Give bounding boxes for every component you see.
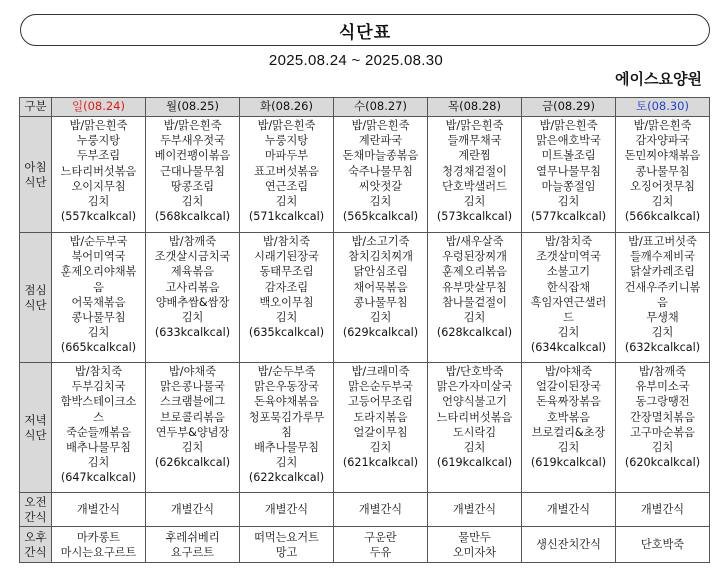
menu-item: 김치 bbox=[369, 441, 392, 455]
row-breakfast bbox=[20, 117, 710, 233]
menu-item: 밥/소고기죽 bbox=[351, 235, 410, 248]
page-title: 식단표 bbox=[338, 22, 392, 43]
menu-item: 마시는요구르트 bbox=[60, 546, 137, 559]
menu-item: 밥/참깨죽 bbox=[639, 365, 686, 378]
menu-item: 무생채 bbox=[646, 311, 679, 325]
row-label-dinner bbox=[20, 363, 52, 493]
menu-item: 밥/표고버섯죽 bbox=[628, 235, 697, 248]
menu-item: 표고버섯볶음 bbox=[254, 164, 319, 178]
menu-item: 김치 bbox=[87, 456, 110, 470]
menu-item: 시래기된장국 bbox=[254, 250, 319, 264]
menu-item: 돈민찌야채볶음 bbox=[624, 149, 701, 163]
menu-item: 김치 bbox=[463, 195, 486, 209]
menu-item: 죽순들깨볶음 bbox=[66, 425, 131, 439]
menu-item: 개별간식 bbox=[264, 503, 309, 517]
menu-item: (571kcalkcal) bbox=[248, 210, 325, 224]
organization-name: 에이스요양원 bbox=[615, 70, 702, 88]
menu-cell-morning-snack-sunday bbox=[52, 493, 146, 527]
menu-cell-lunch-tuesday bbox=[240, 233, 334, 363]
menu-item: 호박볶음 bbox=[546, 410, 591, 424]
header-day-thursday: 목(08.28) bbox=[428, 98, 522, 117]
menu-item: (628kcalkcal) bbox=[436, 326, 513, 340]
menu-item: 개별간식 bbox=[452, 503, 497, 517]
menu-cell-afternoon-snack-thursday bbox=[428, 527, 522, 563]
menu-cell-dinner-wednesday bbox=[334, 363, 428, 493]
menu-cell-dinner-sunday bbox=[52, 363, 146, 493]
meal-table-body bbox=[20, 117, 710, 563]
menu-item: 미트볼조림 bbox=[541, 149, 596, 163]
menu-cell-lunch-saturday bbox=[616, 233, 710, 363]
menu-item: 씨앗젓갈 bbox=[358, 179, 403, 193]
row-label-text: 저녁 bbox=[24, 413, 47, 427]
menu-cell-breakfast-wednesday bbox=[334, 117, 428, 233]
menu-item: 드 bbox=[563, 311, 574, 325]
menu-item: 얼갈이무침 bbox=[353, 425, 408, 439]
menu-item: 밥/참치죽 bbox=[263, 235, 310, 248]
row-label-text: 오전 bbox=[24, 495, 47, 509]
menu-item: 밥/맑은흰죽 bbox=[351, 119, 410, 132]
menu-item: (619kcalkcal) bbox=[436, 456, 513, 470]
menu-item: 닭살카레조림 bbox=[630, 265, 695, 279]
menu-item: 단호박죽 bbox=[640, 538, 685, 552]
menu-item: 돈육야채볶음 bbox=[254, 395, 319, 409]
menu-item: 청경채겉절이 bbox=[442, 164, 507, 178]
menu-item: 감자양파국 bbox=[635, 134, 690, 148]
header-day-monday: 월(08.25) bbox=[146, 98, 240, 117]
menu-item: 동태무조림 bbox=[259, 265, 314, 279]
menu-item: 한식잡채 bbox=[546, 280, 591, 294]
menu-cell-afternoon-snack-saturday bbox=[616, 527, 710, 563]
menu-item: 건새우주키니볶 bbox=[624, 280, 701, 294]
menu-item: 콩나물무침 bbox=[353, 295, 408, 309]
menu-item: 연두부&양념장 bbox=[155, 425, 230, 439]
menu-item: 망고 bbox=[275, 546, 298, 559]
header-day-tuesday: 화(08.26) bbox=[240, 98, 334, 117]
menu-item: (557kcalkcal) bbox=[60, 210, 137, 224]
menu-item: 개별간식 bbox=[640, 503, 685, 517]
menu-item: 단호박샐러드 bbox=[442, 179, 507, 193]
menu-cell-lunch-wednesday bbox=[334, 233, 428, 363]
menu-item: 밥/맑은흰죽 bbox=[539, 119, 598, 132]
row-morning-snack bbox=[20, 493, 710, 527]
menu-item: 요구르트 bbox=[170, 546, 215, 559]
row-label-text: 오후 bbox=[24, 530, 47, 544]
menu-item: 김치 bbox=[87, 195, 110, 209]
menu-item: 우렁된장찌개 bbox=[442, 250, 507, 264]
menu-item: (629kcalkcal) bbox=[342, 326, 419, 340]
menu-item: 훈제오리볶음 bbox=[442, 265, 507, 279]
menu-item: 물만두 bbox=[458, 530, 491, 544]
menu-item: (665kcalkcal) bbox=[60, 341, 137, 355]
menu-item: 김치 bbox=[369, 311, 392, 325]
menu-cell-afternoon-snack-sunday bbox=[52, 527, 146, 563]
menu-item: 음 bbox=[93, 280, 104, 294]
menu-item: 두부새우젓국 bbox=[160, 134, 225, 148]
header-day-saturday: 토(08.30) bbox=[616, 98, 710, 117]
menu-item: 돈육짜장볶음 bbox=[536, 395, 601, 409]
menu-item: 밥/맑은흰죽 bbox=[163, 119, 222, 132]
row-label-text: 간식 bbox=[24, 545, 47, 559]
menu-item: 김치 bbox=[275, 456, 298, 470]
meal-table bbox=[19, 97, 710, 563]
menu-item: 개별간식 bbox=[546, 503, 591, 517]
menu-item: 김치 bbox=[651, 195, 674, 209]
menu-item: 오미자차 bbox=[452, 546, 497, 559]
menu-item: 후레쉬베리 bbox=[165, 530, 220, 544]
menu-item: (568kcalkcal) bbox=[154, 210, 231, 224]
row-label-text: 식단 bbox=[24, 298, 47, 312]
menu-item: (634kcalkcal) bbox=[530, 341, 607, 355]
menu-cell-breakfast-monday bbox=[146, 117, 240, 233]
row-lunch bbox=[20, 233, 710, 363]
menu-item: 배추나물무침 bbox=[66, 441, 131, 455]
menu-item: 고등어무조림 bbox=[348, 395, 413, 409]
menu-item: 도시락김 bbox=[452, 425, 497, 439]
menu-cell-morning-snack-friday bbox=[522, 493, 616, 527]
row-afternoon-snack bbox=[20, 527, 710, 563]
menu-item: 누룽지탕 bbox=[264, 134, 309, 148]
menu-item: 간장멸치볶음 bbox=[630, 410, 695, 424]
menu-cell-morning-snack-wednesday bbox=[334, 493, 428, 527]
menu-item: (620kcalkcal) bbox=[624, 456, 701, 470]
menu-item: 함박스테이크소 bbox=[60, 395, 137, 409]
menu-item: 참나물겉절이 bbox=[442, 295, 507, 309]
menu-item: 도라지볶음 bbox=[353, 410, 408, 424]
menu-item: 콩나물무침 bbox=[635, 164, 690, 178]
menu-item: 백오이무침 bbox=[259, 295, 314, 309]
menu-item: (619kcalkcal) bbox=[530, 456, 607, 470]
menu-item: 땅콩조림 bbox=[170, 179, 215, 193]
menu-item: 김치 bbox=[369, 195, 392, 209]
menu-cell-breakfast-thursday bbox=[428, 117, 522, 233]
menu-item: 스 bbox=[93, 410, 104, 424]
menu-cell-breakfast-friday bbox=[522, 117, 616, 233]
title-box bbox=[20, 14, 710, 46]
row-label-morning-snack bbox=[20, 493, 52, 527]
menu-item: 북어미역국 bbox=[71, 250, 126, 264]
row-label-text: 아침 bbox=[24, 160, 47, 174]
menu-item: 김치 bbox=[275, 311, 298, 325]
menu-item: 밥/순두부죽 bbox=[257, 365, 316, 378]
menu-item: 브로콜리볶음 bbox=[160, 410, 225, 424]
menu-item: 마카롱트 bbox=[76, 530, 121, 544]
menu-item: 밥/새우살죽 bbox=[445, 235, 504, 248]
menu-cell-lunch-monday bbox=[146, 233, 240, 363]
menu-item: 두부조림 bbox=[76, 149, 121, 163]
header-category: 구분 bbox=[20, 98, 52, 117]
menu-item: 오이지무침 bbox=[71, 179, 126, 193]
menu-item: (632kcalkcal) bbox=[624, 341, 701, 355]
menu-item: 오징어젓무침 bbox=[630, 179, 695, 193]
menu-item: (633kcalkcal) bbox=[154, 326, 231, 340]
menu-item: (626kcalkcal) bbox=[154, 456, 231, 470]
menu-cell-morning-snack-tuesday bbox=[240, 493, 334, 527]
menu-cell-afternoon-snack-wednesday bbox=[334, 527, 428, 563]
menu-item: 밥/순두부국 bbox=[69, 235, 128, 248]
menu-item: 개별간식 bbox=[170, 503, 215, 517]
menu-item: 열무나물무침 bbox=[536, 164, 601, 178]
row-dinner bbox=[20, 363, 710, 493]
menu-item: 밥/맑은흰죽 bbox=[69, 119, 128, 132]
menu-item: 김치 bbox=[463, 311, 486, 325]
header-day-friday: 금(08.29) bbox=[522, 98, 616, 117]
menu-item: 밥/맑은흰죽 bbox=[633, 119, 692, 132]
menu-item: 닭안심조림 bbox=[353, 265, 408, 279]
menu-item: 고구마순볶음 bbox=[630, 425, 695, 439]
menu-item: 김치 bbox=[87, 326, 110, 340]
menu-item: 밥/참깨죽 bbox=[169, 235, 216, 248]
menu-cell-morning-snack-monday bbox=[146, 493, 240, 527]
row-label-lunch bbox=[20, 233, 52, 363]
menu-item: 떠먹는요거트 bbox=[254, 530, 319, 544]
row-label-text: 식단 bbox=[24, 428, 47, 442]
menu-item: 두부김치국 bbox=[71, 380, 126, 394]
menu-item: 들깨무채국 bbox=[447, 134, 502, 148]
menu-item: 감자조림 bbox=[264, 280, 309, 294]
menu-item: 마늘쫑절임 bbox=[541, 179, 596, 193]
menu-item: 김치 bbox=[557, 326, 580, 340]
menu-item: (647kcalkcal) bbox=[60, 471, 137, 485]
menu-item: 구운란 bbox=[364, 530, 397, 544]
menu-item: (621kcalkcal) bbox=[342, 456, 419, 470]
menu-item: 맑은우동장국 bbox=[254, 380, 319, 394]
menu-item: 돈채마늘종볶음 bbox=[342, 149, 419, 163]
menu-item: 김치 bbox=[181, 195, 204, 209]
menu-item: 숙주나물무침 bbox=[348, 164, 413, 178]
row-label-breakfast bbox=[20, 117, 52, 233]
menu-item: (577kcalkcal) bbox=[530, 210, 607, 224]
menu-cell-morning-snack-thursday bbox=[428, 493, 522, 527]
menu-item: (573kcalkcal) bbox=[436, 210, 513, 224]
row-label-afternoon-snack bbox=[20, 527, 52, 563]
menu-cell-afternoon-snack-tuesday bbox=[240, 527, 334, 563]
menu-item: 근대나물무침 bbox=[160, 164, 225, 178]
menu-cell-afternoon-snack-friday bbox=[522, 527, 616, 563]
menu-item: (565kcalkcal) bbox=[342, 210, 419, 224]
menu-item: 계란파국 bbox=[358, 134, 403, 148]
menu-cell-lunch-friday bbox=[522, 233, 616, 363]
menu-item: 누룽지탕 bbox=[76, 134, 121, 148]
menu-item: 밥/크래미죽 bbox=[351, 365, 410, 378]
menu-cell-morning-snack-saturday bbox=[616, 493, 710, 527]
menu-cell-lunch-thursday bbox=[428, 233, 522, 363]
menu-item: 맑은애호박국 bbox=[536, 134, 601, 148]
menu-item: 청포묵김가루무 bbox=[248, 410, 325, 424]
menu-item: 소불고기 bbox=[546, 265, 591, 279]
menu-item: 밥/참치죽 bbox=[545, 235, 592, 248]
menu-item: 맑은가자미살국 bbox=[436, 380, 513, 394]
menu-item: (635kcalkcal) bbox=[248, 326, 325, 340]
date-range: 2025.08.24 ~ 2025.08.30 bbox=[268, 52, 444, 69]
menu-item: 참치김치찌개 bbox=[348, 250, 413, 264]
menu-cell-breakfast-sunday bbox=[52, 117, 146, 233]
menu-item: 조갯살미역국 bbox=[536, 250, 601, 264]
menu-item: 밥/맑은흰죽 bbox=[445, 119, 504, 132]
menu-item: 맑은콩나물국 bbox=[160, 380, 225, 394]
menu-item: 훈제오리야채볶 bbox=[60, 265, 137, 279]
menu-item: 개별간식 bbox=[76, 503, 121, 517]
menu-item: 베이컨팽이볶음 bbox=[154, 149, 231, 163]
menu-item: 김치 bbox=[651, 441, 674, 455]
menu-item: 밥/참치죽 bbox=[75, 365, 122, 378]
row-label-text: 식단 bbox=[24, 175, 47, 189]
menu-item: 밥/야채죽 bbox=[545, 365, 592, 378]
menu-item: 얼갈이된장국 bbox=[536, 380, 601, 394]
menu-item: 배추나물무침 bbox=[254, 441, 319, 455]
menu-item: 고사리볶음 bbox=[165, 280, 220, 294]
menu-item: 유부맛살무침 bbox=[442, 280, 507, 294]
row-label-text: 점심 bbox=[24, 283, 47, 297]
menu-item: 침 bbox=[281, 425, 292, 439]
menu-item: 어묵채볶음 bbox=[71, 295, 126, 309]
menu-item: 김치 bbox=[181, 311, 204, 325]
menu-item: 김치 bbox=[557, 441, 580, 455]
menu-item: 느타리버섯볶음 bbox=[436, 410, 513, 424]
menu-item: 음 bbox=[657, 295, 668, 309]
row-label-text: 간식 bbox=[24, 510, 47, 524]
menu-item: 밥/맑은흰죽 bbox=[257, 119, 316, 132]
menu-item: (622kcalkcal) bbox=[248, 471, 325, 485]
menu-item: 김치 bbox=[275, 195, 298, 209]
menu-item: 맑은순두부국 bbox=[348, 380, 413, 394]
menu-cell-dinner-monday bbox=[146, 363, 240, 493]
menu-item: 느타리버섯볶음 bbox=[60, 164, 137, 178]
menu-item: 김치 bbox=[651, 326, 674, 340]
header-day-sunday: 일(08.24) bbox=[52, 98, 146, 117]
menu-item: 스크램블에그 bbox=[160, 395, 225, 409]
menu-cell-dinner-thursday bbox=[428, 363, 522, 493]
menu-item: 브로컬리&초장 bbox=[531, 425, 606, 439]
menu-item: 개별간식 bbox=[358, 503, 403, 517]
menu-cell-afternoon-snack-monday bbox=[146, 527, 240, 563]
menu-cell-dinner-saturday bbox=[616, 363, 710, 493]
menu-item: 채어묵볶음 bbox=[353, 280, 408, 294]
menu-cell-dinner-tuesday bbox=[240, 363, 334, 493]
menu-item: 제육볶음 bbox=[170, 265, 215, 279]
menu-item: 흑임자연근샐러 bbox=[530, 295, 607, 309]
menu-item: 콩나물무침 bbox=[71, 311, 126, 325]
menu-item: 들깨수제비국 bbox=[630, 250, 695, 264]
menu-cell-breakfast-tuesday bbox=[240, 117, 334, 233]
menu-cell-dinner-friday bbox=[522, 363, 616, 493]
menu-item: (566kcalkcal) bbox=[624, 210, 701, 224]
menu-item: 양배추쌈&쌈장 bbox=[155, 295, 230, 309]
menu-item: 김치 bbox=[463, 441, 486, 455]
menu-item: 언양식불고기 bbox=[442, 395, 507, 409]
menu-item: 마파두부 bbox=[264, 149, 309, 163]
menu-item: 생신잔치간식 bbox=[536, 538, 601, 552]
header-row bbox=[20, 98, 710, 117]
menu-item: 두유 bbox=[369, 546, 392, 559]
menu-item: 연근조림 bbox=[264, 179, 309, 193]
menu-cell-lunch-sunday bbox=[52, 233, 146, 363]
menu-item: 동그랑땡전 bbox=[635, 395, 690, 409]
menu-item: 밥/야채죽 bbox=[169, 365, 216, 378]
menu-item: 조갯살시금치국 bbox=[154, 250, 231, 264]
menu-item: 계란찜 bbox=[458, 149, 491, 163]
menu-item: 유부미소국 bbox=[635, 380, 690, 394]
menu-item: 김치 bbox=[181, 441, 204, 455]
menu-cell-breakfast-saturday bbox=[616, 117, 710, 233]
menu-item: 김치 bbox=[557, 195, 580, 209]
menu-item: 밥/단호박죽 bbox=[445, 365, 504, 378]
header-day-wednesday: 수(08.27) bbox=[334, 98, 428, 117]
